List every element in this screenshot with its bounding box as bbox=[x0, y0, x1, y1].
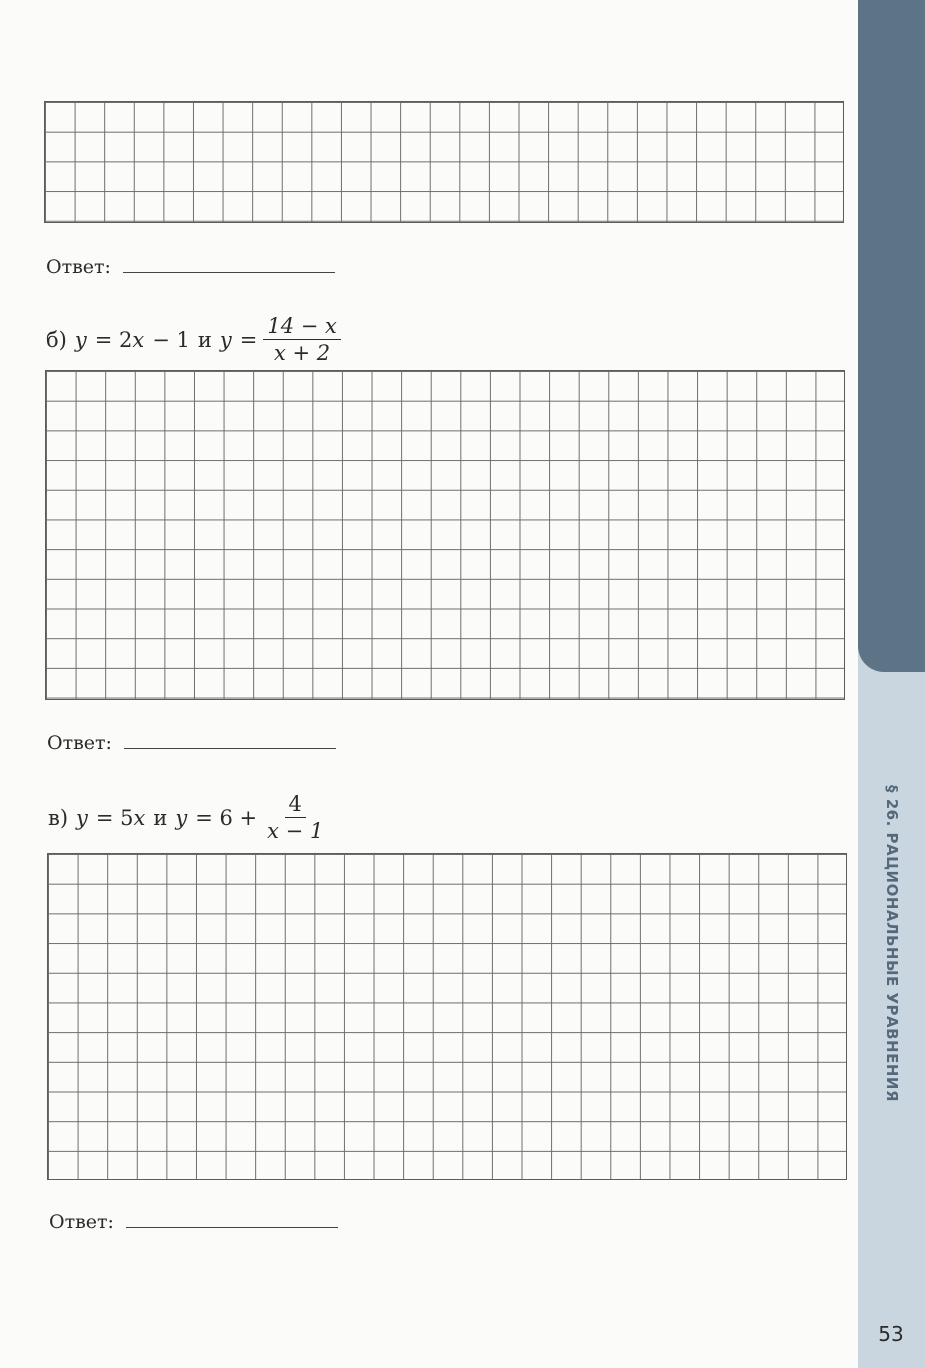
variable-y: y bbox=[219, 327, 232, 352]
answer-line[interactable] bbox=[123, 271, 335, 273]
fraction-numerator: 4 bbox=[285, 793, 306, 818]
problem-c bbox=[48, 793, 327, 842]
answer-row-c bbox=[49, 1211, 338, 1233]
grid-worksheet-c bbox=[47, 853, 847, 1180]
equation-part: − 1 bbox=[152, 327, 190, 352]
answer-line[interactable] bbox=[126, 1226, 338, 1228]
problem-marker: б) bbox=[46, 327, 67, 352]
grid-worksheet-b bbox=[45, 370, 845, 700]
answer-row-b bbox=[47, 732, 336, 754]
page-number: 53 bbox=[878, 1322, 904, 1346]
fraction-denominator: x + 2 bbox=[274, 341, 331, 366]
variable-y: y bbox=[175, 805, 188, 830]
equals-sign: = bbox=[239, 327, 258, 352]
fraction-denominator: x − 1 bbox=[267, 819, 324, 844]
fraction bbox=[263, 793, 327, 842]
problem-b bbox=[46, 315, 341, 364]
section-sidebar bbox=[858, 0, 925, 1368]
variable-y: y bbox=[76, 805, 88, 830]
equation-part: = 2 bbox=[94, 327, 133, 352]
problem-marker: в) bbox=[48, 805, 69, 830]
conjunction: и bbox=[153, 805, 168, 830]
equation-part: = 5 bbox=[95, 805, 134, 830]
fraction-numerator: 14 − x bbox=[263, 315, 341, 340]
sidebar-tab bbox=[858, 0, 925, 672]
answer-label: Ответ: bbox=[47, 732, 112, 754]
variable-x: x bbox=[133, 805, 146, 830]
answer-label: Ответ: bbox=[46, 256, 111, 278]
conjunction: и bbox=[197, 327, 212, 352]
variable-y: y bbox=[74, 327, 87, 352]
fraction bbox=[263, 315, 341, 364]
grid-worksheet-top bbox=[44, 101, 844, 223]
equation-part: = 6 + bbox=[195, 805, 258, 830]
answer-row-a bbox=[46, 256, 335, 278]
variable-x: x bbox=[132, 327, 145, 352]
section-title: § 26. РАЦИОНАЛЬНЫЕ УРАВНЕНИЯ bbox=[883, 785, 901, 1103]
answer-line[interactable] bbox=[124, 747, 336, 749]
answer-label: Ответ: bbox=[49, 1211, 114, 1233]
